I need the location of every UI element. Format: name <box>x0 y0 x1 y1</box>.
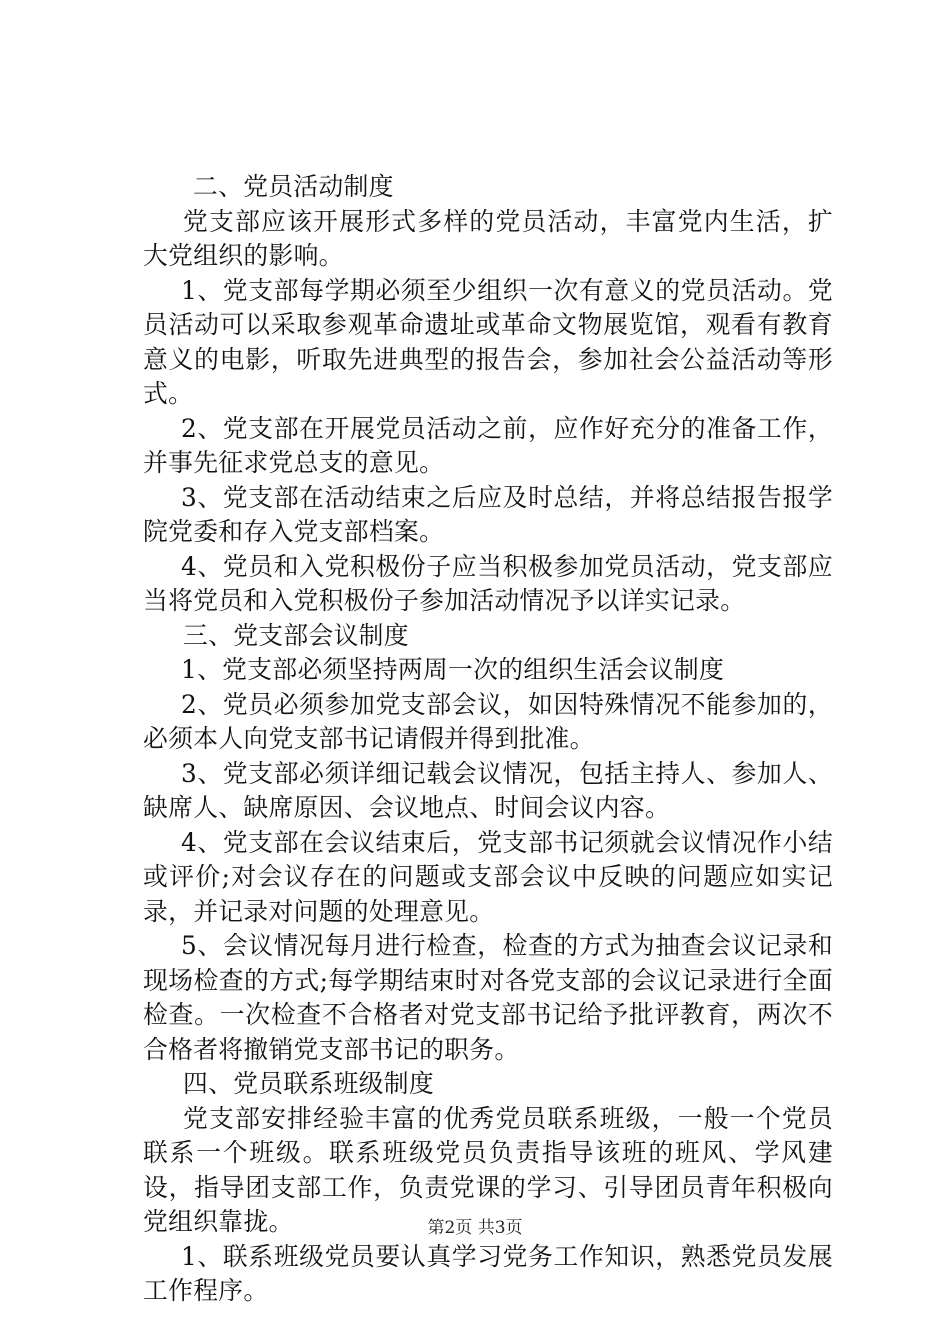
paragraph: 党支部应该开展形式多样的党员活动，丰富党内生活，扩大党组织的影响。 <box>143 206 833 270</box>
paragraph: 2、党员必须参加党支部会议，如因特殊情况不能参加的，必须本人向党支部书记请假并得到批准。 <box>143 689 833 753</box>
page-number-footer: 第2页 共3页 <box>427 1218 523 1238</box>
section-heading: 二、党员活动制度 <box>193 172 394 201</box>
paragraph: 3、党支部必须详细记载会议情况，包括主持人、参加人、缺席人、缺席原因、会议地点、时间会议内容。 <box>143 758 833 822</box>
paragraph: 党支部安排经验丰富的优秀党员联系班级，一般一个党员联系一个班级。联系班级党员负责指导该班的班风、学风建设，指导团支部工作，负责党课的学习、引导团员青年积极向党组织靠拢。 <box>143 1103 833 1236</box>
paragraph: 5、会议情况每月进行检查，检查的方式为抽查会议记录和现场检查的方式;每学期结束时对各党支部的会议记录进行全面检查。一次检查不合格者对党支部书记给予批评教育，两次不合格者将撤销党支部书记的职务。 <box>143 931 833 1064</box>
paragraph: 3、党支部在活动结束之后应及时总结，并将总结报告报学院党委和存入党支部档案。 <box>143 482 833 546</box>
section-heading: 四、党员联系班级制度 <box>183 1069 434 1098</box>
section-heading: 三、党支部会议制度 <box>183 620 409 650</box>
paragraph: 1、党支部每学期必须至少组织一次有意义的党员活动。党员活动可以采取参观革命遗址或革命文物展览馆，观看有教育意义的电影，听取先进典型的报告会，参加社会公益活动等形式。 <box>143 275 833 408</box>
paragraph: 1、联系班级党员要认真学习党务工作知识，熟悉党员发展工作程序。 <box>143 1241 833 1305</box>
document-body <box>143 170 833 1309</box>
paragraph: 4、党员和入党积极份子应当积极参加党员活动，党支部应当将党员和入党积极份子参加活动情况予以详实记录。 <box>143 551 833 615</box>
paragraph: 4、党支部在会议结束后，党支部书记须就会议情况作小结或评价;对会议存在的问题或支部会议中反映的问题应如实记录，并记录对问题的处理意见。 <box>143 827 833 926</box>
paragraph: 1、党支部必须坚持两周一次的组织生活会议制度 <box>181 655 725 684</box>
paragraph: 2、党支部在开展党员活动之前，应作好充分的准备工作，并事先征求党总支的意见。 <box>143 413 833 477</box>
